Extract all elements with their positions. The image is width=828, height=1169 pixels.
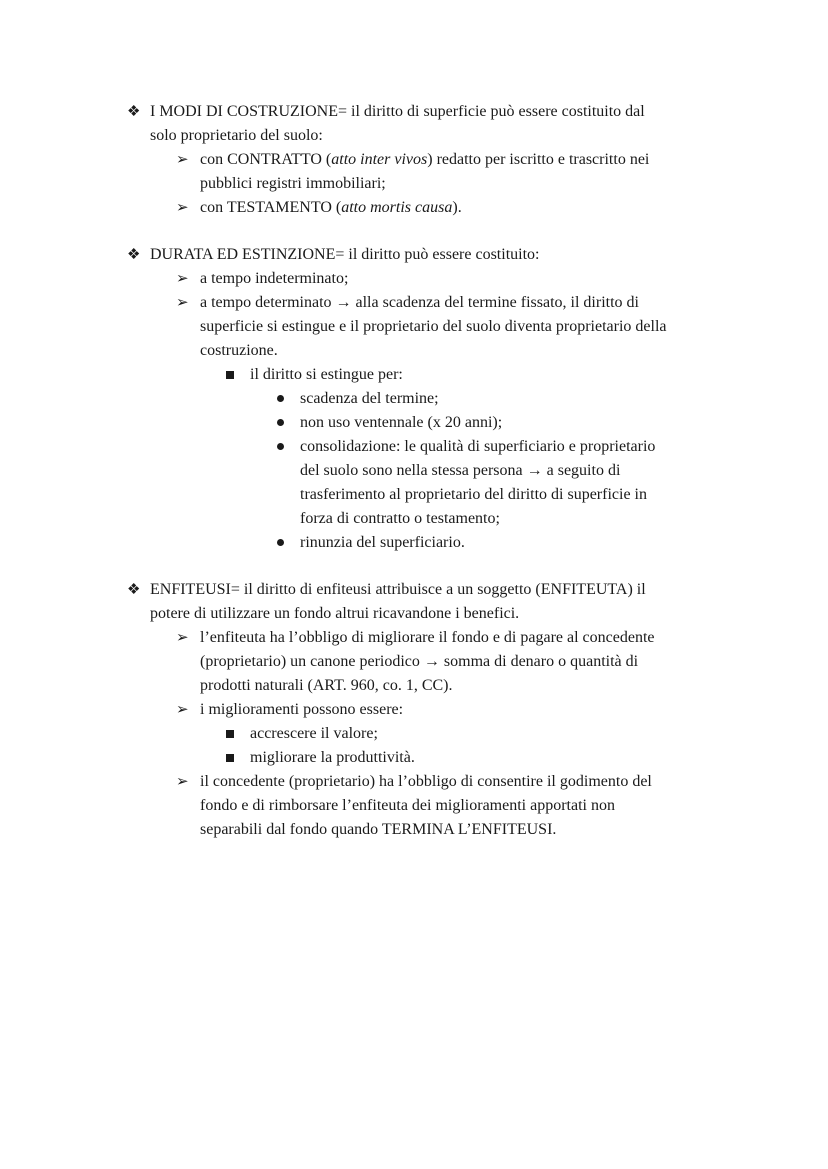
section-3-heading-cont: potere di utilizzare un fondo altrui ricavandone i benefici. xyxy=(150,605,520,622)
estinzione-item-3-line-4: forza di contratto o testamento; xyxy=(300,510,500,527)
arrow-icon: ➢ xyxy=(176,295,189,311)
concedente-line-3: separabili dal fondo quando TERMINA L’ENFITEUSI. xyxy=(200,821,557,838)
section-2-heading: DURATA ED ESTINZIONE= il diritto può essere costituito: xyxy=(150,246,540,263)
estinzione-item-3-line-3: trasferimento al proprietario del diritto di superficie in xyxy=(300,486,647,503)
dot-bullet-icon xyxy=(277,419,284,426)
obbligo-line-1: l’enfiteuta ha l’obbligo di migliorare il fondo e di pagare al concedente xyxy=(200,629,655,646)
estinzione-heading: il diritto si estingue per: xyxy=(250,366,403,383)
arrow-icon: ➢ xyxy=(176,200,189,216)
estinzione-item-3-line-1: consolidazione: le qualità di superficiario e proprietario xyxy=(300,438,656,455)
diamond-icon: ❖ xyxy=(127,104,141,120)
square-bullet-icon xyxy=(226,754,234,762)
obbligo-line-2: (proprietario) un canone periodico → somma di denaro o quantità di xyxy=(200,653,639,670)
section-3-heading: ENFITEUSI= il diritto di enfiteusi attribuisce a un soggetto (ENFITEUTA) il xyxy=(150,581,646,598)
dot-bullet-icon xyxy=(277,443,284,450)
concedente-line-2: fondo e di rimborsare l’enfiteuta dei miglioramenti apportati non xyxy=(200,797,615,814)
section-1-heading-cont: solo proprietario del suolo: xyxy=(150,127,323,144)
testamento-line: con TESTAMENTO (atto mortis causa). xyxy=(200,199,462,216)
diamond-icon: ❖ xyxy=(127,247,141,263)
dot-bullet-icon xyxy=(277,395,284,402)
contratto-line: con CONTRATTO (atto inter vivos) redatto per iscritto e trascritto nei xyxy=(200,151,650,168)
arrow-icon: ➢ xyxy=(176,630,189,646)
arrow-icon: ➢ xyxy=(176,774,189,790)
dot-bullet-icon xyxy=(277,539,284,546)
determinato-line-3: costruzione. xyxy=(200,342,278,359)
estinzione-item-2: non uso ventennale (x 20 anni); xyxy=(300,414,503,431)
arrow-icon: ➢ xyxy=(176,271,189,287)
arrow-icon: ➢ xyxy=(176,152,189,168)
estinzione-item-1: scadenza del termine; xyxy=(300,390,439,407)
diamond-icon: ❖ xyxy=(127,582,141,598)
concedente-line-1: il concedente (proprietario) ha l’obbligo di consentire il godimento del xyxy=(200,773,652,790)
obbligo-line-3: prodotti naturali (ART. 960, co. 1, CC). xyxy=(200,677,453,694)
square-bullet-icon xyxy=(226,730,234,738)
contratto-line-cont: pubblici registri immobiliari; xyxy=(200,175,386,192)
section-1-heading: I MODI DI COSTRUZIONE= il diritto di superficie può essere costituito dal xyxy=(150,103,645,120)
arrow-icon: ➢ xyxy=(176,702,189,718)
estinzione-item-4: rinunzia del superficiario. xyxy=(300,534,465,551)
determinato-line-2: superficie si estingue e il proprietario del suolo diventa proprietario della xyxy=(200,318,667,335)
estinzione-item-3-line-2: del suolo sono nella stessa persona → a seguito di xyxy=(300,462,621,479)
miglioramenti-item-2: migliorare la produttività. xyxy=(250,749,415,766)
indeterminato-line: a tempo indeterminato; xyxy=(200,270,349,287)
miglioramenti-line: i miglioramenti possono essere: xyxy=(200,701,404,718)
determinato-line-1: a tempo determinato → alla scadenza del termine fissato, il diritto di xyxy=(200,294,639,311)
square-bullet-icon xyxy=(226,371,234,379)
miglioramenti-item-1: accrescere il valore; xyxy=(250,725,378,742)
